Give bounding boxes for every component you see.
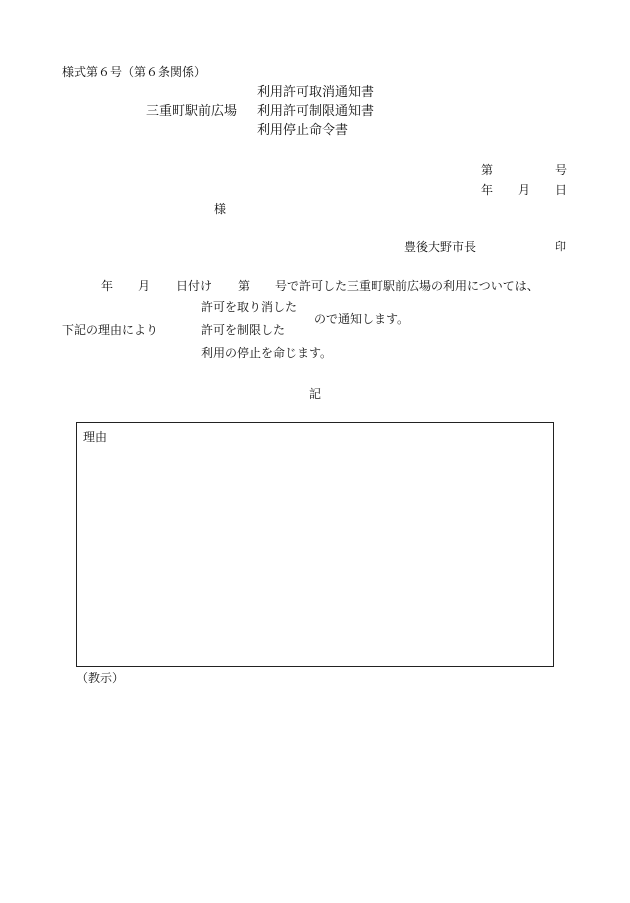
title-line1: 利用許可取消通知書: [257, 85, 375, 100]
body-dated: 日付け: [176, 279, 213, 293]
record-heading: 記: [309, 387, 322, 401]
issuer-seal: 印: [555, 240, 566, 253]
issuer-name: 豊後大野市長: [404, 240, 477, 254]
form-number: 様式第６号（第６条関係）: [62, 65, 207, 79]
notify-text: ので通知します。: [314, 312, 410, 326]
date-day: 日: [555, 183, 568, 197]
option-stop: 利用の停止を命じます。: [201, 346, 333, 360]
reason-label: 理由: [83, 430, 108, 444]
title-prefix: 三重町駅前広場: [146, 104, 238, 119]
date-year: 年: [481, 183, 494, 197]
reason-intro: 下記の理由により: [62, 323, 159, 337]
addressee-sama: 様: [214, 202, 227, 216]
doc-number-go: 号: [555, 163, 568, 177]
reason-box[interactable]: [76, 422, 554, 667]
option-cancel: 許可を取り消した: [201, 300, 298, 314]
option-restrict: 許可を制限した: [201, 323, 286, 337]
body-dai: 第: [238, 279, 251, 293]
body-year: 年: [101, 279, 114, 293]
body-rest: 号で許可した三重町駅前広場の利用については、: [275, 279, 539, 293]
date-month: 月: [518, 183, 531, 197]
instruction-label: （教示）: [76, 671, 125, 685]
doc-number-dai: 第: [481, 163, 494, 177]
title-line3: 利用停止命令書: [257, 123, 349, 138]
body-month: 月: [138, 279, 151, 293]
title-line2: 利用許可制限通知書: [257, 104, 375, 119]
